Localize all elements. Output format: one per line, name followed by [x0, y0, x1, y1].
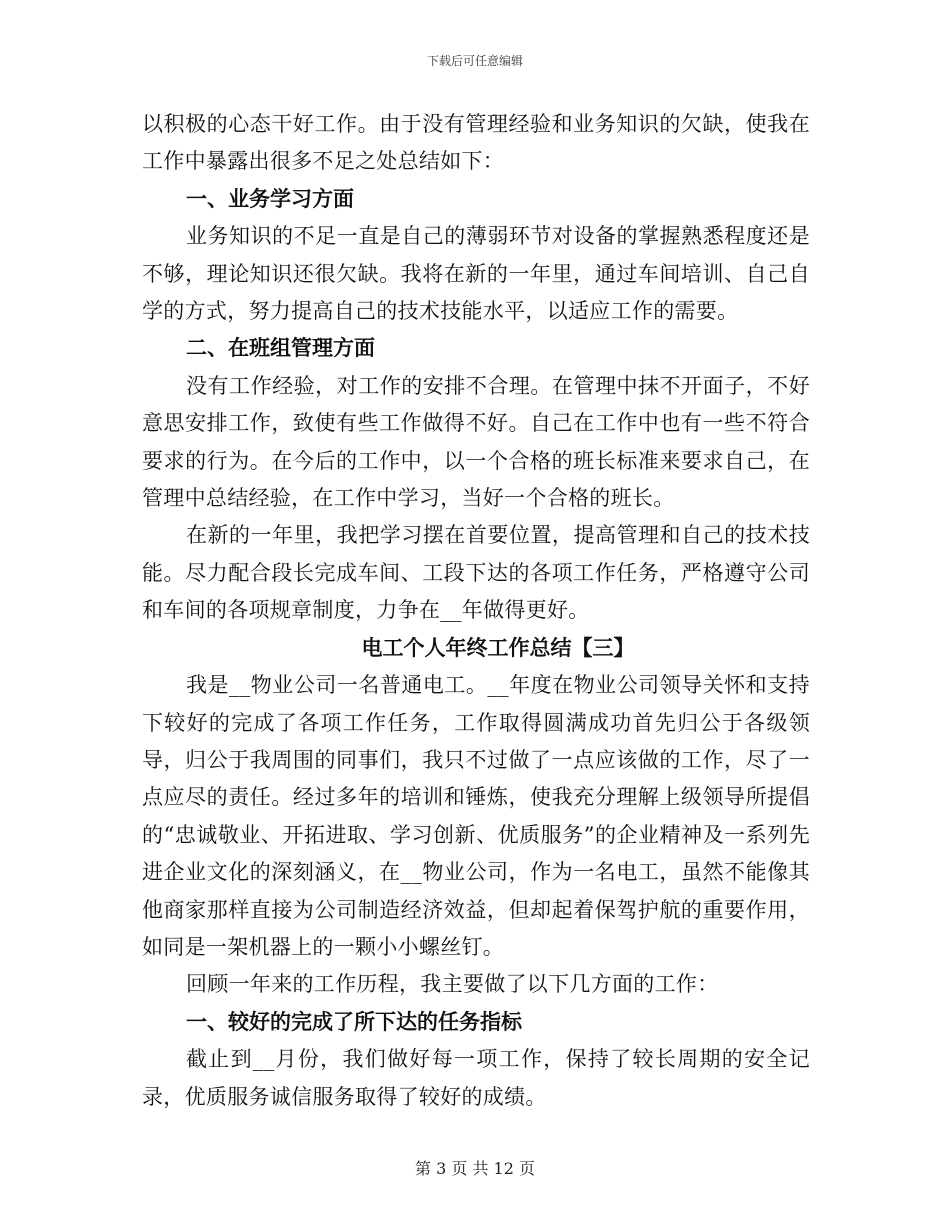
paragraph-team-management: 没有工作经验，对工作的安排不合理。在管理中抹不开面子，不好意思安排工作，致使有些工作做得不好。自己在工作中也有一些不符合要求的行为。在今后的工作中，以一个合格的班长标准来要求自己，在管理中总结经验，在工作中学习，当好一个合格的班长。 [142, 373, 810, 511]
paragraph-new-year-plan: 在新的一年里，我把学习摆在首要位置，提高管理和自己的技术技能。尽力配合段长完成车间、工段下达的各项工作任务，严格遵守公司和车间的各项规章制度，力争在__年做得更好。 [142, 523, 810, 623]
heading-business-study: 一、业务学习方面 [186, 186, 354, 211]
document-body [142, 106, 810, 1116]
paragraph-continuation: 以积极的心态干好工作。由于没有管理经验和业务知识的欠缺，使我在工作中暴露出很多不足之处总结如下： [142, 112, 810, 174]
paragraph-business-study: 业务知识的不足一直是自己的薄弱环节对设备的掌握熟悉程度还是不够，理论知识还很欠缺。我将在新的一年里，通过车间培训、自己自学的方式，努力提高自己的技术技能水平，以适应工作的需要。 [142, 224, 810, 324]
paragraph-task-targets: 截止到__月份，我们做好每一项工作，保持了较长周期的安全记录，优质服务诚信服务取得了较好的成绩。 [142, 1047, 810, 1109]
heading-task-targets: 一、较好的完成了所下达的任务指标 [186, 1009, 522, 1034]
page-header-note: 下载后可任意编辑 [426, 54, 523, 68]
heading-team-management: 二、在班组管理方面 [186, 336, 375, 361]
page-footer-number: 第 3 页 共 12 页 [415, 1159, 535, 1178]
section-title: 电工个人年终工作总结【三】 [361, 635, 635, 660]
paragraph-review: 回顾一年来的工作历程，我主要做了以下几方面的工作： [186, 972, 719, 997]
paragraph-introduction: 我是__物业公司一名普通电工。__年度在物业公司领导关怀和支持下较好的完成了各项工作任务，工作取得圆满成功首先归公于各级领导，归公于我周围的同事们，我只不过做了一点应该做的工作，尽了一点应尽的责任。经过多年的培训和锤炼，使我充分理解上级领导所提倡的“忠诚敬业、开拓进取、学习创新、优质服务”的企业精神及一系列先进企业文化的深刻涵义，在__物业公司，作为一名电工，虽然不能像其他商家那样直接为公司制造经济效益，但却起着保驾护航的重要作用，如同是一架机器上的一颗小小螺丝钉。 [142, 673, 810, 959]
